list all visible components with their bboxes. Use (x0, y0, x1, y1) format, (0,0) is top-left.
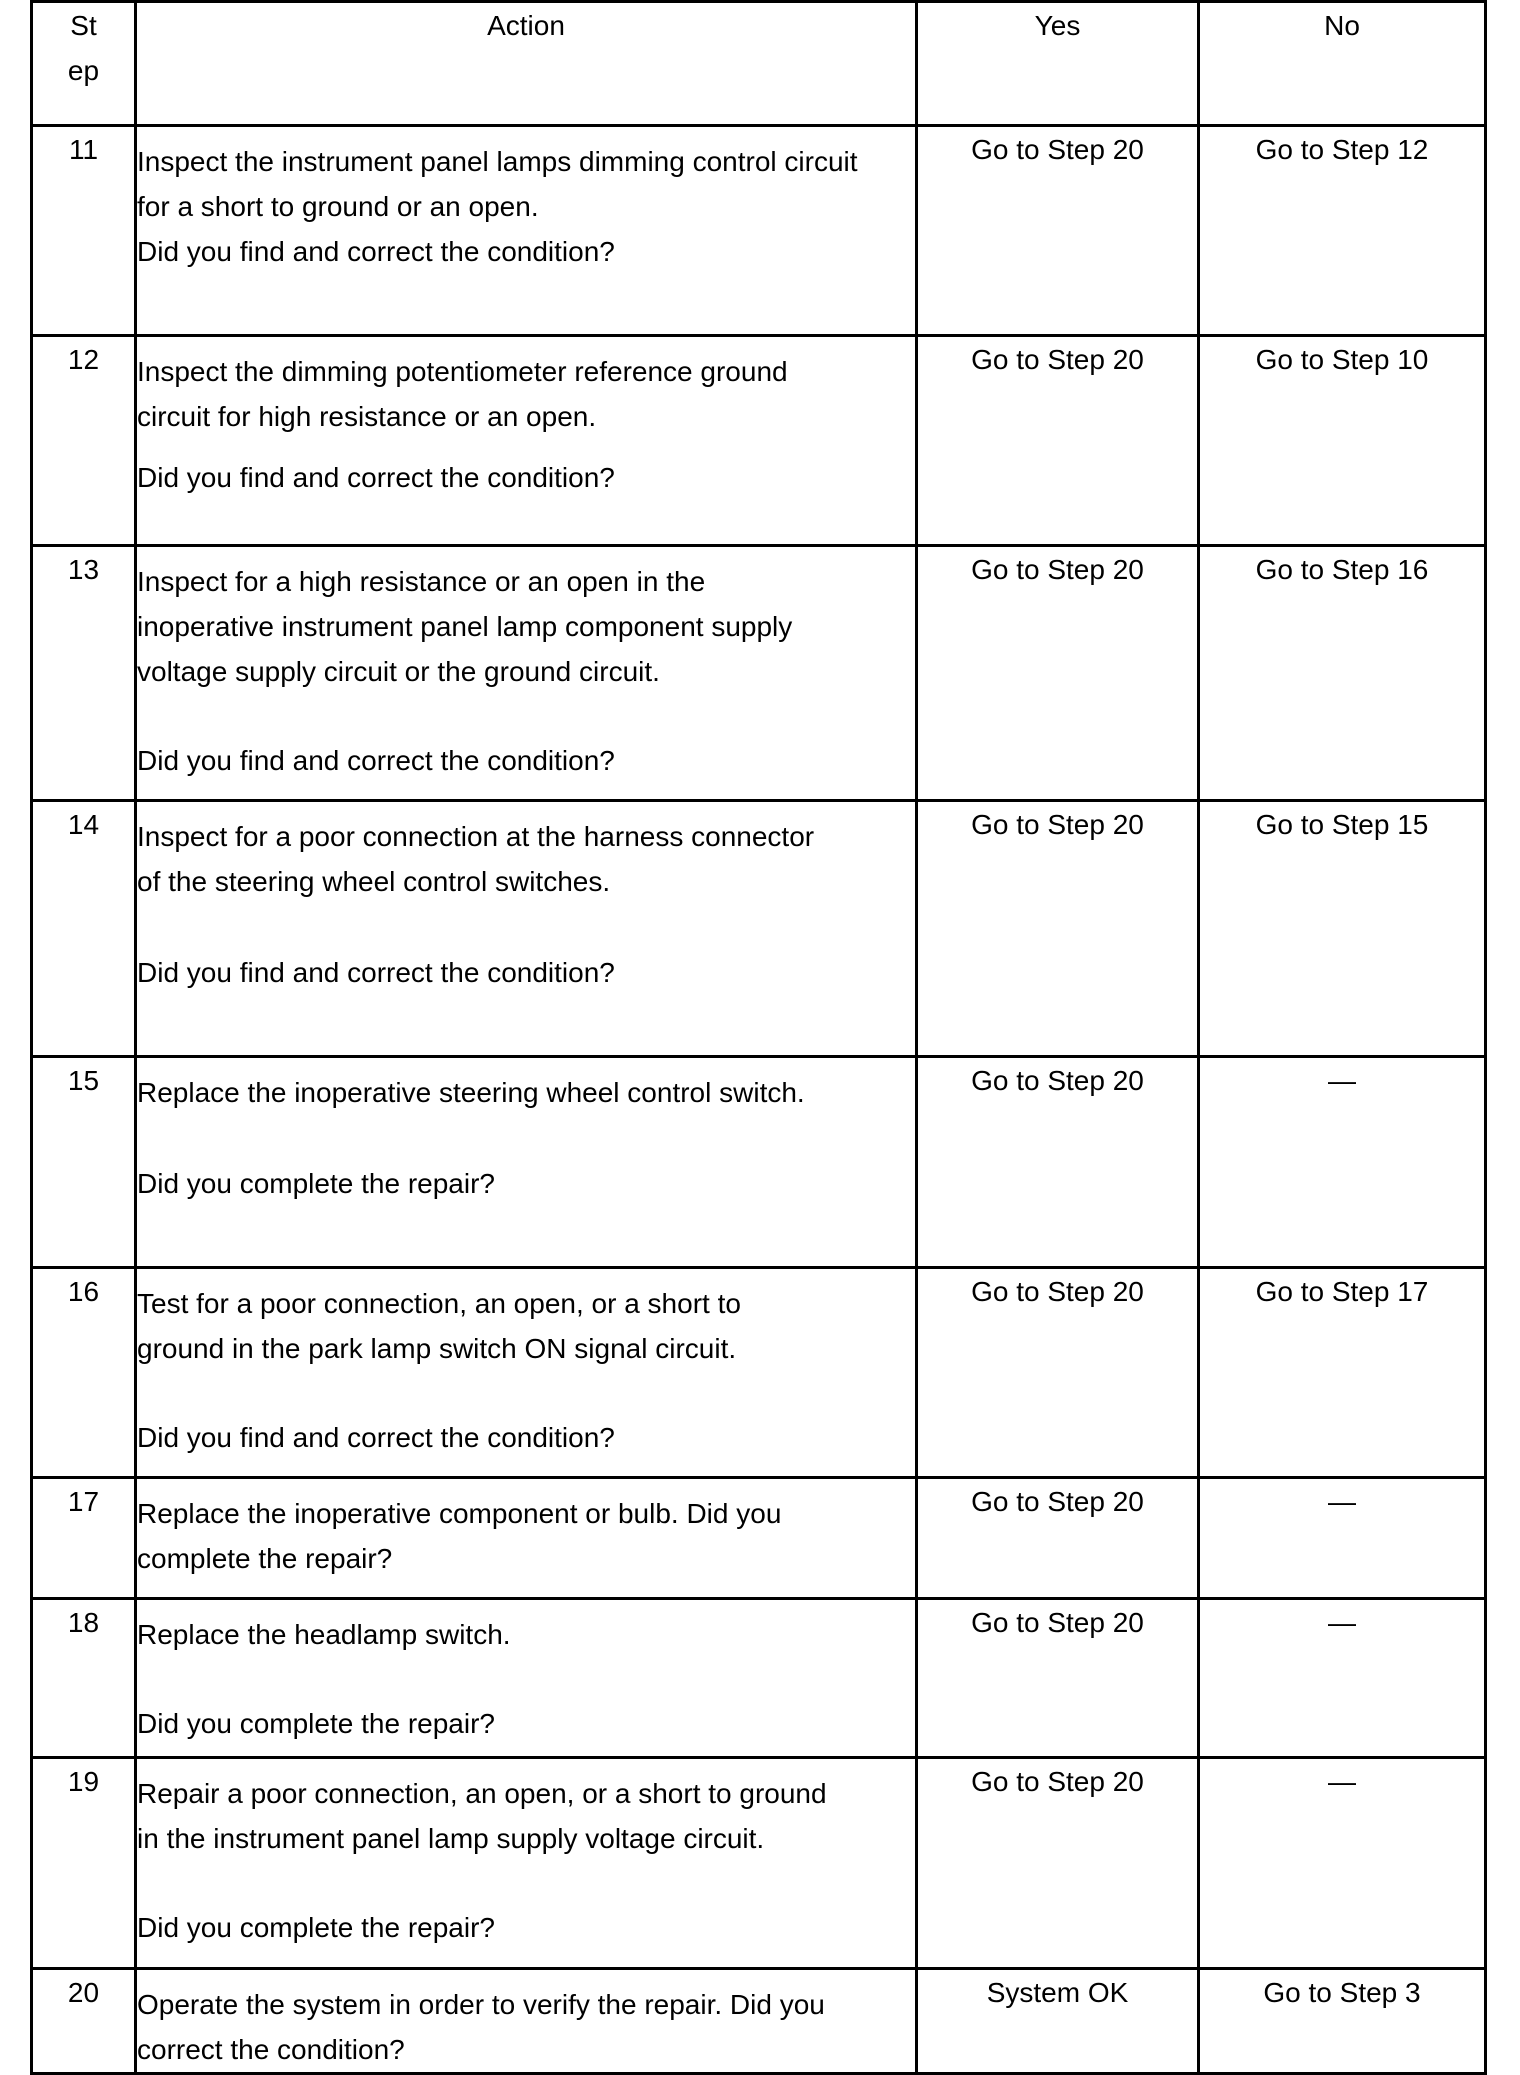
no-outcome: — (1199, 1478, 1486, 1599)
action-line: for a short to ground or an open. (137, 191, 539, 222)
step-number: 20 (32, 1969, 136, 2074)
no-outcome: Go to Step 17 (1199, 1268, 1486, 1478)
table-row (32, 801, 1486, 1057)
step-number: 18 (32, 1599, 136, 1758)
yes-outcome: System OK (917, 1969, 1199, 2074)
table-row (32, 1057, 1486, 1268)
header-row (32, 2, 1486, 126)
table-row (32, 546, 1486, 801)
yes-outcome: Go to Step 20 (917, 336, 1199, 546)
yes-outcome: Go to Step 20 (917, 1758, 1199, 1969)
header-action: Action (136, 2, 917, 126)
no-outcome: Go to Step 16 (1199, 546, 1486, 801)
action-text (136, 801, 917, 1057)
yes-outcome: Go to Step 20 (917, 1268, 1199, 1478)
action-line: Replace the inoperative component or bulb. Did you (137, 1498, 782, 1529)
header-step-line1: St (70, 10, 97, 41)
header-step (32, 2, 136, 126)
action-question: Did you complete the repair? (137, 1168, 495, 1199)
action-line: Replace the inoperative steering wheel control switch. (137, 1077, 805, 1108)
action-line: Inspect the dimming potentiometer reference ground (137, 356, 788, 387)
action-text (136, 336, 917, 546)
diagnostic-table (30, 0, 1487, 2075)
step-number: 17 (32, 1478, 136, 1599)
action-question: Did you find and correct the condition? (137, 1422, 615, 1453)
action-line: Inspect the instrument panel lamps dimming control circuit (137, 146, 858, 177)
action-text (136, 1758, 917, 1969)
yes-outcome: Go to Step 20 (917, 1057, 1199, 1268)
action-line: Replace the headlamp switch. (137, 1619, 511, 1650)
header-no: No (1199, 2, 1486, 126)
action-question: Did you complete the repair? (137, 1912, 495, 1943)
table-row (32, 1268, 1486, 1478)
step-number: 19 (32, 1758, 136, 1969)
table-row (32, 336, 1486, 546)
yes-outcome: Go to Step 20 (917, 546, 1199, 801)
no-outcome: Go to Step 12 (1199, 126, 1486, 336)
no-outcome: Go to Step 10 (1199, 336, 1486, 546)
table-row (32, 1599, 1486, 1758)
action-text (136, 1969, 917, 2074)
action-line: ground in the park lamp switch ON signal circuit. (137, 1333, 737, 1364)
yes-outcome: Go to Step 20 (917, 1599, 1199, 1758)
no-outcome: — (1199, 1599, 1486, 1758)
action-line: voltage supply circuit or the ground circuit. (137, 656, 660, 687)
action-question: Did you find and correct the condition? (137, 462, 615, 493)
action-text (136, 546, 917, 801)
action-text (136, 126, 917, 336)
no-outcome: Go to Step 3 (1199, 1969, 1486, 2074)
action-line: Inspect for a poor connection at the harness connector (137, 821, 815, 852)
action-line: Operate the system in order to verify the repair. Did you (137, 1989, 825, 2020)
action-line: circuit for high resistance or an open. (137, 401, 597, 432)
header-yes: Yes (917, 2, 1199, 126)
table-row (32, 1969, 1486, 2074)
header-step-line2: ep (67, 55, 100, 86)
action-text (136, 1478, 917, 1599)
action-line: Test for a poor connection, an open, or a short to (137, 1288, 741, 1319)
step-number: 15 (32, 1057, 136, 1268)
yes-outcome: Go to Step 20 (917, 1478, 1199, 1599)
table-row (32, 126, 1486, 336)
step-number: 16 (32, 1268, 136, 1478)
action-question: Did you find and correct the condition? (137, 236, 615, 267)
yes-outcome: Go to Step 20 (917, 126, 1199, 336)
action-line: correct the condition? (137, 2034, 405, 2065)
table-row (32, 1478, 1486, 1599)
action-text (136, 1268, 917, 1478)
step-number: 11 (32, 126, 136, 336)
step-number: 13 (32, 546, 136, 801)
step-number: 12 (32, 336, 136, 546)
no-outcome: — (1199, 1057, 1486, 1268)
action-line: inoperative instrument panel lamp component supply (137, 611, 793, 642)
action-question: Did you find and correct the condition? (137, 957, 615, 988)
action-question: Did you find and correct the condition? (137, 745, 615, 776)
action-text (136, 1057, 917, 1268)
table-row (32, 1758, 1486, 1969)
action-question: Did you complete the repair? (137, 1708, 495, 1739)
no-outcome: — (1199, 1758, 1486, 1969)
yes-outcome: Go to Step 20 (917, 801, 1199, 1057)
step-number: 14 (32, 801, 136, 1057)
action-line: complete the repair? (137, 1543, 393, 1574)
action-line: Inspect for a high resistance or an open in the (137, 566, 706, 597)
action-line: of the steering wheel control switches. (137, 866, 611, 897)
action-line: in the instrument panel lamp supply voltage circuit. (137, 1823, 765, 1854)
action-text (136, 1599, 917, 1758)
no-outcome: Go to Step 15 (1199, 801, 1486, 1057)
action-line: Repair a poor connection, an open, or a short to ground (137, 1778, 827, 1809)
